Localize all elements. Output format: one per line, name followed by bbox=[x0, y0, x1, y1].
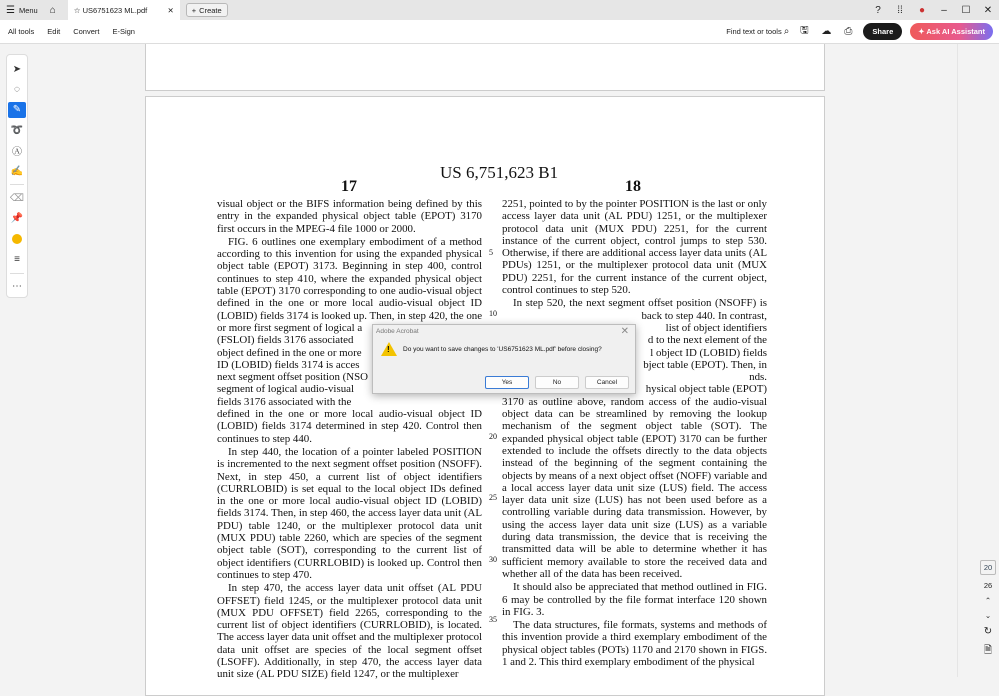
text-line: controlling variable during data transmission. However, by bbox=[502, 506, 767, 519]
dialog-title: Adobe Acrobat bbox=[376, 328, 419, 335]
avatar[interactable]: ● bbox=[918, 4, 926, 16]
text-line: (LOBID) fields 3174 is looked up. Then, in step 420, the one bbox=[217, 309, 482, 322]
paragraph bbox=[502, 581, 767, 618]
text-line: nds. bbox=[749, 371, 767, 384]
text-line: table (EPOT) 3170 corresponding to one audio-visual object bbox=[217, 285, 482, 298]
tab-bar bbox=[0, 0, 999, 20]
all-tools-menu[interactable]: All tools bbox=[8, 27, 35, 36]
paragraph bbox=[502, 198, 767, 296]
line-weight-icon[interactable]: ≡ bbox=[14, 254, 20, 266]
print-icon[interactable]: ⎙ bbox=[844, 26, 853, 37]
text-line: 6 may be controlled by the file format interface 120 shown bbox=[502, 593, 767, 606]
text-line: object table (EPOT) 3173. Beginning in step 400, control bbox=[217, 260, 482, 273]
text-line: object identifiers (CURRLOBID) is looked up. Control then bbox=[217, 556, 482, 569]
page-thumbnail-icon[interactable]: 🗎 bbox=[983, 645, 993, 656]
annotation-toolbar bbox=[6, 54, 28, 298]
text-line: according to this invention for using the expanded physical bbox=[217, 248, 482, 261]
plus-icon: + bbox=[191, 5, 197, 15]
text-line: instead of the beginning of the segment containing the bbox=[502, 457, 767, 470]
comment-icon[interactable]: ◌ bbox=[14, 84, 20, 96]
text-line: a local access layer data unit size (LUS) field. The access bbox=[502, 481, 767, 494]
text-line: is incremented to the next segment offset position (NSOFF). bbox=[217, 458, 482, 471]
text-line: entry in the expanded physical object table (EPOT) 3170 bbox=[217, 210, 482, 223]
stamp-sign-icon[interactable]: ✍ bbox=[10, 165, 24, 177]
maximize-button[interactable]: ☐ bbox=[961, 4, 971, 16]
text-line: segment of logical audio-visual bbox=[217, 383, 355, 396]
no-button[interactable]: No bbox=[535, 376, 579, 389]
text-line: continues to step 410, where the expanded physical object bbox=[217, 272, 482, 285]
text-line: fields 3174. Then, in step 460, the access layer data unit (AL bbox=[217, 507, 482, 520]
text-line: PDUs) 1251, or the multiplexer protocol data unit (MUX bbox=[502, 259, 767, 272]
home-icon: ⌂ bbox=[49, 4, 56, 16]
menu-button[interactable] bbox=[0, 0, 44, 20]
more-icon[interactable]: ⋯ bbox=[12, 281, 22, 293]
text-line: 1 and 2. This third exemplary embodiment of the physical bbox=[502, 655, 755, 668]
text-line: 2251, pointed to by the pointer POSITION is the last or only bbox=[502, 198, 767, 210]
text-line: (LOBID) fields 3174 determined in step 420. Control then bbox=[217, 420, 482, 433]
text-line: (CURRLOBID) is set equal to the local object IDs defined bbox=[217, 482, 482, 495]
document-tab[interactable] bbox=[68, 0, 180, 20]
find-button[interactable] bbox=[726, 26, 789, 37]
ai-chat-icon: ✦ bbox=[918, 27, 927, 36]
text-line: back to step 440. In contrast, bbox=[641, 309, 767, 322]
left-text-column bbox=[217, 197, 482, 681]
line-number: 20 bbox=[489, 432, 497, 441]
text-line: (MUX PDU OFFSET) field 2265, corresponding to the bbox=[217, 606, 482, 619]
text-line: mechanism of the segment object table (SOT). The bbox=[502, 420, 767, 433]
hamburger-icon: ☰ bbox=[6, 4, 15, 16]
divider bbox=[10, 184, 24, 185]
text-line: whether all of the data has been received. bbox=[502, 567, 683, 580]
text-line: 3170 as outline above, random access of the audio-visual bbox=[502, 395, 767, 408]
paragraph bbox=[217, 446, 482, 581]
refresh-icon[interactable]: ↻ bbox=[983, 626, 993, 637]
previous-page-button[interactable]: ⌃ bbox=[984, 596, 992, 605]
yes-button[interactable]: Yes bbox=[485, 376, 529, 389]
text-line: d to the next element of the bbox=[647, 334, 767, 347]
text-line: during data transmission, the device that is receiving the bbox=[502, 531, 767, 544]
find-label: Find text or tools bbox=[726, 27, 782, 36]
text-line: defined in the one or more local audio-visual object ID bbox=[217, 408, 482, 421]
create-button[interactable] bbox=[186, 3, 228, 17]
esign-menu[interactable]: E-Sign bbox=[112, 27, 135, 36]
star-icon[interactable]: ☆ bbox=[73, 5, 81, 15]
ask-ai-assistant-button[interactable] bbox=[910, 23, 993, 40]
menu-label: Menu bbox=[18, 5, 38, 15]
text-line: fields 3176 associated with the bbox=[217, 395, 352, 408]
color-picker[interactable] bbox=[8, 231, 26, 246]
search-icon: ⌕ bbox=[783, 26, 790, 37]
right-column-number: 18 bbox=[625, 178, 641, 195]
upload-cloud-icon[interactable]: ☁ bbox=[821, 26, 832, 37]
text-line: this invention provide a third exemplary embodiment of the bbox=[502, 631, 767, 644]
text-line: or more first segment of logical a bbox=[217, 321, 363, 334]
text-line: It should also be appreciated that method outlined in FIG. bbox=[513, 581, 767, 594]
color-swatch bbox=[12, 234, 22, 244]
text-line: physical object tables (POTs) 1170 and 2170 shown in FIGS. bbox=[502, 643, 767, 656]
page-navigation bbox=[978, 560, 998, 660]
save-icon[interactable]: 🖫 bbox=[800, 25, 809, 36]
text-line: Otherwise, if there are additional access layer data units (AL bbox=[502, 247, 767, 260]
text-line: FIG. 6 outlines one exemplary embodiment of a method bbox=[228, 235, 482, 248]
dialog-close-icon[interactable]: ✕ bbox=[620, 326, 629, 337]
text-line: In step 470, the access layer data unit offset (AL PDU bbox=[228, 582, 482, 595]
text-line: continues to step 440. bbox=[217, 432, 312, 445]
text-line: instance of the current object, control jumps to step 530. bbox=[502, 234, 767, 247]
warning-icon: ! bbox=[381, 342, 397, 356]
cancel-button[interactable]: Cancel bbox=[585, 376, 629, 389]
text-box-icon[interactable]: Ⓐ bbox=[12, 147, 22, 159]
text-line: next segment offset position (NSO bbox=[217, 371, 369, 384]
text-line: layer data unit size (LUS) has not been used before as a bbox=[502, 494, 767, 507]
ai-label: Ask AI Assistant bbox=[926, 27, 985, 36]
scrollbar[interactable] bbox=[957, 44, 958, 677]
convert-menu[interactable]: Convert bbox=[73, 27, 100, 36]
text-line: In step 440, the location of a pointer labeled POSITION bbox=[228, 445, 482, 458]
text-line: sufficient memory available to store the received data and bbox=[502, 555, 767, 568]
text-line: PDU) table 1240, or the multiplexer protocol data unit bbox=[217, 519, 482, 532]
text-line: visual object or the BIFS information being defined by this bbox=[217, 198, 482, 210]
current-page-input[interactable]: 20 bbox=[980, 560, 996, 575]
line-number: 5 bbox=[489, 248, 493, 257]
text-line: (LSOFF). Additionally, in step 470, the access layer data bbox=[217, 655, 482, 668]
text-line: defined in the one or more local audio-visual object ID bbox=[217, 297, 482, 310]
text-line: (MUX PDU) table 2260, which are species of the segment bbox=[217, 532, 482, 545]
paragraph bbox=[217, 582, 482, 680]
text-line: bject table (EPOT). Then, in bbox=[643, 358, 767, 371]
text-line: objects by means of a next object offset (NOFF) variable and bbox=[502, 469, 767, 482]
dialog-message: Do you want to save changes to 'US6751623 ML.pdf' before closing? bbox=[403, 346, 602, 353]
text-line: hysical object table (EPOT) bbox=[645, 383, 767, 396]
line-number: 30 bbox=[489, 555, 497, 564]
tab-title: US6751623 ML.pdf bbox=[82, 5, 148, 15]
text-line: Next, in step 450, a current list of object identifiers bbox=[217, 470, 482, 483]
save-changes-dialog bbox=[372, 324, 636, 394]
close-tab-icon[interactable]: ✕ bbox=[167, 5, 174, 15]
text-line: unit size (AL PDU SIZE) field 1247, or the multiplexer bbox=[217, 668, 459, 681]
text-line: object data can be streamlined by removing the lookup bbox=[502, 408, 767, 421]
text-line: protocol data unit (MUX PDU) 2251, for the current bbox=[502, 222, 767, 235]
text-line: list of object identifiers bbox=[665, 321, 767, 334]
pin-icon[interactable]: 📌 bbox=[10, 213, 24, 225]
apps-icon[interactable]: ⁞⁞ bbox=[897, 4, 903, 16]
text-line: The access layer data unit offset and the multiplexer protocol bbox=[217, 631, 482, 644]
text-line: The data structures, file formats, systems and methods of bbox=[513, 619, 767, 632]
text-line: access layer data unit (AL PDU) 1251, or the multiplexer bbox=[502, 210, 767, 223]
line-number: 10 bbox=[489, 309, 497, 318]
paragraph bbox=[502, 619, 767, 668]
text-line: (FSLOI) fields 3176 associated bbox=[217, 334, 354, 347]
minimize-button[interactable]: – bbox=[941, 4, 947, 16]
line-number: 25 bbox=[489, 493, 497, 502]
text-line: using the access layer data unit size (LUS) as a variable bbox=[502, 518, 767, 531]
text-line: continues to step 470. bbox=[217, 568, 312, 581]
previous-page bbox=[145, 44, 825, 91]
text-line: ID (LOBID) fields 3174 is acces bbox=[217, 358, 360, 371]
text-line: in the one or more local audio-visual object ID (LOBID) bbox=[217, 495, 482, 508]
total-pages: 26 bbox=[983, 581, 993, 590]
eraser-icon[interactable]: ⌫ bbox=[9, 192, 25, 204]
text-line: l object ID (LOBID) fields bbox=[650, 346, 767, 359]
create-label: Create bbox=[199, 5, 222, 15]
text-line: object defined in the one or more bbox=[217, 346, 362, 359]
highlight-pen-icon[interactable]: ✎ bbox=[8, 102, 26, 117]
close-window-button[interactable]: ✕ bbox=[983, 4, 993, 16]
text-line: extended to include the offsets directly to the data objects bbox=[502, 444, 767, 457]
text-line: control continues to step 520. bbox=[502, 284, 631, 297]
text-line: In step 520, the next segment offset position (NSOFF) is bbox=[513, 297, 767, 310]
divider bbox=[10, 273, 24, 274]
text-line: current list of object identifiers (CURRLOBID), is located. bbox=[217, 619, 482, 632]
right-text-column bbox=[502, 197, 767, 668]
share-button[interactable]: Share bbox=[863, 23, 902, 40]
text-line: first occurs in the MPEG-4 file 1000 or 2000. bbox=[217, 222, 416, 235]
text-line: expanded physical object table (EPOT) 3170 can be further bbox=[502, 432, 767, 445]
select-arrow-icon[interactable]: ➤ bbox=[12, 63, 22, 75]
text-line: in FIG. 3. bbox=[502, 605, 545, 618]
text-line: PDU) 2251, for the current instance of the current object, bbox=[502, 271, 767, 284]
next-page-button[interactable]: ⌄ bbox=[984, 611, 992, 620]
patent-number: US 6,751,623 B1 bbox=[440, 163, 559, 182]
paragraph bbox=[217, 198, 482, 235]
main-toolbar bbox=[0, 20, 999, 44]
text-line: data unit offset are species of the local segment offset bbox=[217, 643, 482, 656]
home-button[interactable] bbox=[44, 0, 62, 20]
text-line: OFFSET) field 1245, or the multiplexer protocol data unit bbox=[217, 594, 482, 607]
lasso-draw-icon[interactable]: ➰ bbox=[10, 124, 24, 136]
help-icon[interactable]: ? bbox=[875, 4, 881, 16]
text-line: transmitted data will be able to determine whether it has bbox=[502, 543, 767, 556]
edit-menu[interactable]: Edit bbox=[47, 27, 61, 36]
line-number: 35 bbox=[489, 615, 497, 624]
text-line: object table (SOT), corresponding to the current list of bbox=[217, 544, 482, 557]
left-column-number: 17 bbox=[341, 178, 357, 195]
